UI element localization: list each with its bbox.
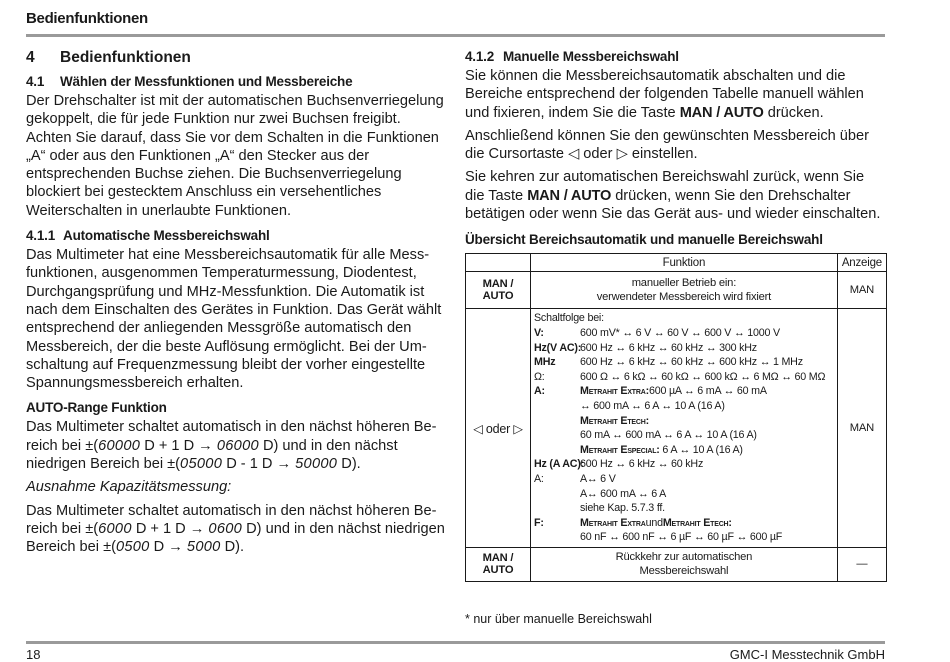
auto-range-heading: AUTO-Range Funktion <box>26 400 167 416</box>
manual-text-3: Sie kehren zur automatischen Bereichswahl zurück, wenn Sie die Taste MAN / AUTO drücken, wenn Sie den Drehschalter betätigen oder wenn Sie das Gerät aus- und wieder einschalten. <box>465 169 881 223</box>
manual-text-1: Sie können die Messbereichsautomatik abschalten und die Bereiche entsprechend der folgenden Tabelle manuell wählen und fixieren, indem Sie die Taste MAN / AUTO drücken. <box>465 68 864 121</box>
cursor-left-icon: ◁ <box>473 421 483 436</box>
section-4-1-1-text: Das Multimeter hat eine Messbereichsautomatik für alle Messfunktionen, ausgenommen Temperaturmessung, Diodentest, Durchgangsprüfung und MHz-Messfunktion. Die Automatik ist nach dem Einschalten des Gerätes in Funktion. Das Gerät wählt entsprechend der anliegenden Messgröße automatisch den Messbereich, der die beste Auflösung ermöglicht. Bei der Umschaltung auf Frequenzmessung bleibt der vorher eingestellte Spannungsmessbereich erhalten. <box>26 247 442 392</box>
col-funktion: Funktion <box>531 254 838 272</box>
table-row: ◁ oder ▷ Schaltfolge bei: V: 600 mV* ↔ 6 V ↔ 60 V ↔ 600 V ↔ 1000 V Hz(V AC): 600 Hz ↔ 6 kHz ↔ 60 kHz ↔ 300 kHz MHz 600 Hz ↔ 6 kHz ↔ 60 kHz ↔ 600 kHz ↔ 1 MHz Ω: 600 Ω ↔ 6 kΩ ↔ 60 kΩ ↔ 600 kΩ ↔ 6 MΩ ↔ 60 MΩ A: Metrahit Extra: 600 µA ↔ 6 mA ↔ 60 mA ↔ 600 mA ↔ 6 A ↔ 10 A (16 A) Metrahit Etech: 60 mA ↔ 600 mA ↔ 6 A ↔ 10 A (16 A) Metrahit Especial: 6 A ↔ 10 A (16 A) Hz (A AC): 600 Hz ↔ 6 kHz ↔ 60 kHz A: A↔ 6 V A↔ 600 mA ↔ 6 A siehe Kap. 5.7.3 ff. F: Metrahit Extra und Metrahit Etech: 60 nF ↔ 600 nF ↔ 6 µF ↔ 60 µF ↔ 600 µF MAN <box>466 309 887 548</box>
footer-rule <box>26 641 885 644</box>
cursor-right-icon: ▷ <box>616 146 628 163</box>
capacitance-text: Das Multimeter schaltet automatisch in den nächst höheren Bereich bei ±(6000 D + 1 D → 0600 D) und in den nächst niedrigen Bereich bei ±(0500 D → 5000 D). <box>26 502 445 556</box>
cursor-left-icon: ◁ <box>568 146 580 163</box>
section-4-1-1-heading: 4.1.1 Automatische Messbereichswahl <box>26 228 270 244</box>
table-row: MAN / AUTO manueller Betrieb ein: verwendeter Messbereich wird fixiert MAN <box>466 272 887 309</box>
header-rule <box>26 34 885 37</box>
range-table <box>465 253 887 582</box>
page-number: 18 <box>26 647 41 662</box>
company-name: GMC-I Messtechnik GmbH <box>729 647 885 662</box>
section-4-1-text: Der Drehschalter ist mit der automatischen Buchsenverriegelung gekoppelt, die für jede Funktion nur zwei Buchsen freigibt. Achten Sie darauf, dass Sie vor dem Schalten in die Funktionen „A“ oder aus den Funktionen „A“ den Stecker aus der entsprechenden Buchse ziehen. Die Buchsenverriegelung blockiert bei gestecktem Anschluss ein versehentliches Weiterschalten in unerlaubte Funktionen. <box>26 93 444 219</box>
table-title: Übersicht Bereichsautomatik und manuelle Bereichswahl <box>465 232 823 248</box>
table-header-row <box>466 254 887 272</box>
switch-sequence: Schaltfolge bei: V: 600 mV* ↔ 6 V ↔ 60 V ↔ 600 V ↔ 1000 V Hz(V AC): 600 Hz ↔ 6 kHz ↔ 60 kHz ↔ 300 kHz MHz 600 Hz ↔ 6 kHz ↔ 60 kHz ↔ 600 kHz ↔ 1 MHz Ω: 600 Ω ↔ 6 kΩ ↔ 60 kΩ ↔ 600 kΩ ↔ 6 MΩ ↔ 60 MΩ A: Metrahit Extra: 600 µA ↔ 6 mA ↔ 60 mA ↔ 600 mA ↔ 6 A ↔ 10 A (16 A) Metrahit Etech: 60 mA ↔ 600 mA ↔ 6 A ↔ 10 A (16 A) Metrahit Especial: 6 A ↔ 10 A (16 A) Hz (A AC): 600 Hz ↔ 6 kHz ↔ 60 kHz A: A↔ 6 V A↔ 600 mA ↔ 6 A siehe Kap. 5.7.3 ff. F: Metrahit Extra und Metrahit Etech: 60 nF ↔ 600 nF ↔ 6 µF ↔ 60 µF ↔ 600 µF <box>531 309 838 548</box>
section-4-1-heading: 4.1 Wählen der Messfunktionen und Messbereiche <box>26 74 353 89</box>
right-column <box>465 49 887 582</box>
table-row: MAN / AUTO Rückkehr zur automatischen Messbereichswahl — <box>466 547 887 581</box>
table-footnote: * nur über manuelle Bereichswahl <box>465 612 652 626</box>
manual-text-2: Anschließend können Sie den gewünschten Messbereich über die Cursortaste ◁ oder ▷ einstellen. <box>465 127 870 163</box>
auto-range-text: Das Multimeter schaltet automatisch in den nächst höheren Bereich bei ±(60000 D + 1 D → 06000 D) und in den nächst niedrigen Bereich bei ±(05000 D - 1 D → 50000 D). <box>26 419 437 473</box>
section-4-heading: 4 Bedienfunktionen <box>26 49 191 66</box>
col-anzeige: Anzeige <box>837 254 886 272</box>
section-4-1-2-heading: 4.1.2 Manuelle Messbereichswahl <box>465 49 679 64</box>
running-header: Bedienfunktionen <box>26 10 148 27</box>
cursor-right-icon: ▷ <box>513 421 523 436</box>
capacitance-exception: Ausnahme Kapazitätsmessung: <box>26 479 232 496</box>
left-column <box>26 49 446 557</box>
